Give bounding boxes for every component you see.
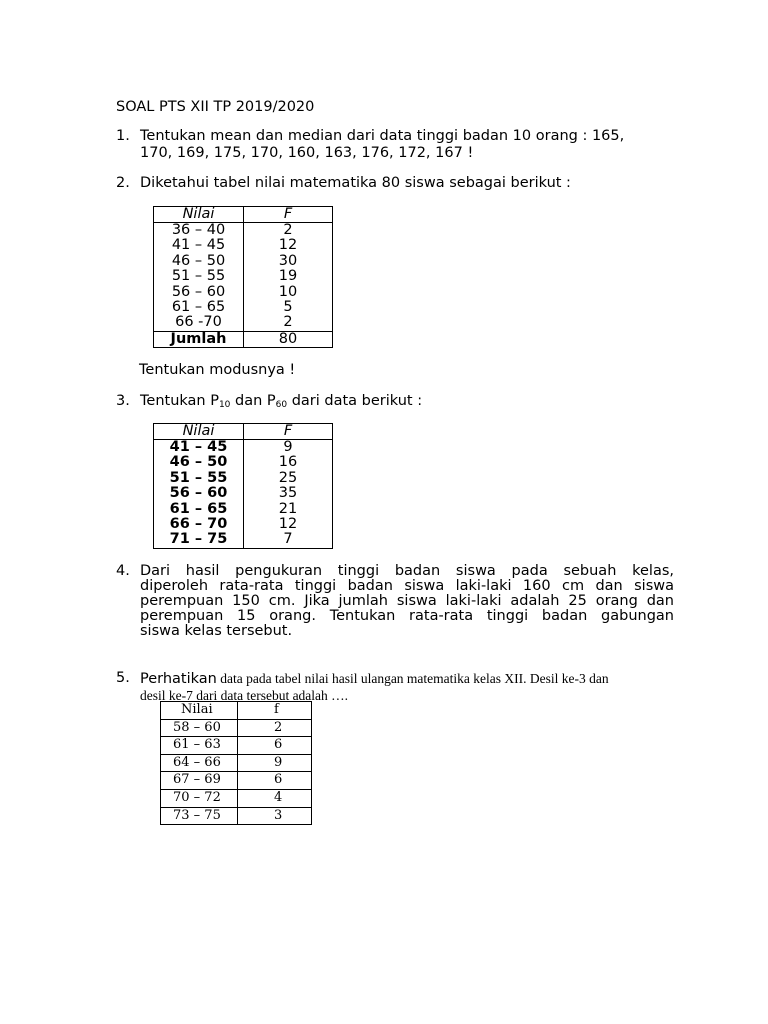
table-cell: 73 – 75 [161,807,238,825]
page-title: SOAL PTS XII TP 2019/2020 [116,99,315,115]
table-header: Nilai [154,424,244,440]
table-cell: 61 – 65 [154,502,244,517]
table-cell: 67 – 69 [161,772,238,790]
table-cell: 7 [244,532,333,548]
table-cell: 12 [244,517,333,532]
table-header: Nilai [161,702,238,720]
table-row [154,517,333,532]
table-row [154,254,333,269]
question-number: 1. [116,128,130,144]
table-cell: 61 – 63 [161,737,238,755]
table-cell: 61 – 65 [154,300,244,315]
table-row [154,486,333,501]
score-table-q5 [160,701,312,825]
question-text: siswa kelas tersebut. [140,623,293,639]
table-cell: 12 [244,238,333,253]
table-cell: 56 – 60 [154,486,244,501]
table-header: f [238,702,312,720]
table-cell: 70 – 72 [161,789,238,807]
table-cell: 36 – 40 [154,223,244,239]
table-cell: 35 [244,486,333,501]
question-number: 3. [116,393,130,409]
table-cell: 46 – 50 [154,455,244,470]
table-row [154,440,333,456]
table-total-row [154,331,333,347]
question-text: 170, 169, 175, 170, 160, 163, 176, 172, 167 ! [140,145,474,161]
table-cell: 2 [244,315,333,331]
table-cell: 64 – 66 [161,754,238,772]
table-cell: 6 [238,737,312,755]
table-row [154,471,333,486]
table-cell: 9 [244,440,333,456]
total-value: 80 [244,331,333,347]
table-cell: 19 [244,269,333,284]
table-header-row [161,702,312,720]
total-label: Jumlah [154,331,244,347]
table-row [161,737,312,755]
table-row [161,719,312,737]
table-cell: 2 [244,223,333,239]
question-text: desil ke-7 dari data tersebut adalah …. [140,688,349,703]
table-cell: 51 – 55 [154,471,244,486]
question-text: Diketahui tabel nilai matematika 80 siswa sebagai berikut : [140,175,571,191]
table-row [154,502,333,517]
table-cell: 6 [238,772,312,790]
question-text [140,670,609,688]
table-row [154,455,333,470]
table-row [154,285,333,300]
table-cell: 16 [244,455,333,470]
table-cell: 71 – 75 [154,532,244,548]
table-header: F [244,424,333,440]
table-cell: 41 – 45 [154,440,244,456]
table-row [154,238,333,253]
question-text: Tentukan mean dan median dari data tinggi badan 10 orang : 165, [140,128,625,144]
subscript: 10 [218,400,231,410]
question-text: perempuan 15 orang. Tentukan rata-rata tinggi badan gabungan [140,608,674,624]
text-part: dari data berikut : [287,393,423,409]
table-row [154,532,333,548]
question-text: diperoleh rata-rata tinggi badan siswa laki-laki 160 cm dan siswa [140,578,674,594]
table-cell: 51 – 55 [154,269,244,284]
table-cell: 5 [244,300,333,315]
question-text: Tentukan modusnya ! [139,362,296,378]
table-cell: 2 [238,719,312,737]
table-cell: 66 -70 [154,315,244,331]
question-text: Dari hasil pengukuran tinggi badan siswa pada sebuah kelas, [140,563,674,579]
text-part: Perhatikan [140,671,217,687]
question-number: 2. [116,175,130,191]
question-text [140,393,422,414]
table-cell: 30 [244,254,333,269]
question-text: perempuan 150 cm. Jika jumlah siswa laki-laki adalah 25 orang dan [140,593,674,609]
table-row [154,223,333,239]
table-row [161,807,312,825]
table-row [161,789,312,807]
question-number: 4. [116,563,130,579]
text-part: data pada tabel nilai hasil ulangan matematika kelas XII. Desil ke-3 dan [216,671,609,686]
table-row [154,269,333,284]
table-header: Nilai [154,207,244,223]
table-cell: 46 – 50 [154,254,244,269]
table-row [154,300,333,315]
table-cell: 41 – 45 [154,238,244,253]
table-cell: 56 – 60 [154,285,244,300]
table-cell: 66 – 70 [154,517,244,532]
table-cell: 58 – 60 [161,719,238,737]
text-part: Tentukan P [140,393,219,409]
table-row [154,315,333,331]
table-cell: 9 [238,754,312,772]
table-cell: 10 [244,285,333,300]
table-row [161,772,312,790]
score-table-q3 [153,423,333,549]
question-number: 5. [116,670,130,686]
table-cell: 3 [238,807,312,825]
table-header: F [244,207,333,223]
table-cell: 4 [238,789,312,807]
table-cell: 21 [244,502,333,517]
table-cell: 25 [244,471,333,486]
text-part: dan P [230,393,276,409]
table-row [161,754,312,772]
subscript: 60 [275,400,288,410]
score-table-q2 [153,206,333,348]
